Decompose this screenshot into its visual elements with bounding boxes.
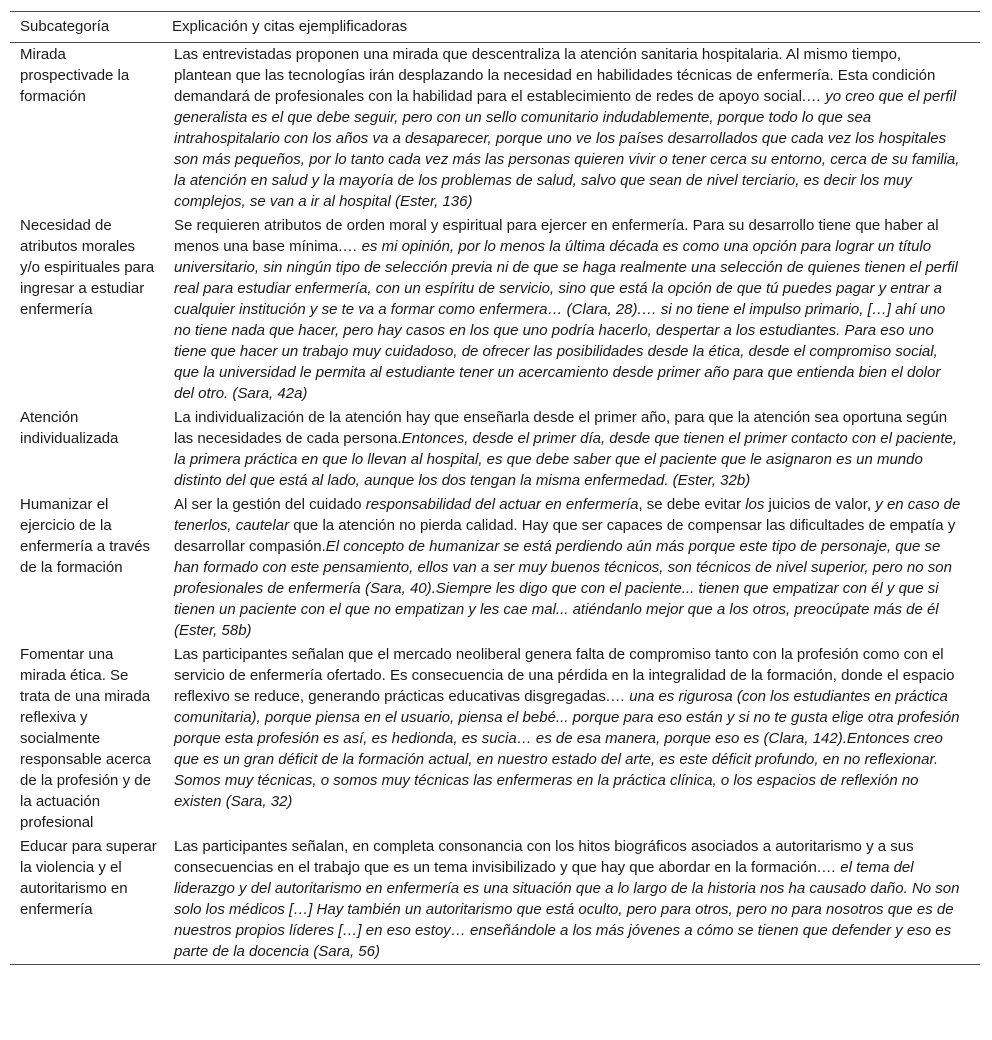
subcategory-cell: Humanizar el ejercicio de la enfermería a través de la formación xyxy=(20,496,151,576)
explanation-text: Las participantes señalan que el mercado neoliberal genera falta de compromiso tanto con la profesión como con el servicio de enfermería ofertado. Es consecuencia de una pérdida en la integralidad de la formación, donde el espacio reflexivo se reduce, generando prácticas educativas disgregadas.… xyxy=(174,646,955,705)
explanation-cell xyxy=(162,43,980,215)
subcategory-cell: Fomentar una mirada ética. Se trata de una mirada reflexiva y socialmente responsable acerca de la profesión y de la actuación profesional xyxy=(20,646,151,831)
explanation-text: , se debe evitar xyxy=(638,496,746,513)
subcategory-cell: Necesidad de atributos morales y/o espirituales para ingresar a estudiar enfermería xyxy=(20,217,155,318)
quote-text: El concepto de humanizar se está perdiendo aún más porque este tipo de personaje, que se han formado con este pensamiento, ellos van a ser muy buenos técnicos, son técnicos de nivel superior, pero no son profesionales de enfermería (Sara, 40).Siempre les digo que con el paciente... tienen que empatizar con él y que si tienen un paciente con el que no empatizan y les cae mal... atiéndanlo mejor que a los otros, preocúpate más de él (Ester, 58b) xyxy=(174,538,952,639)
table-header xyxy=(10,12,980,43)
header-subcategoria: Subcategoría xyxy=(20,18,110,35)
explanation-text: Al ser la gestión del cuidado xyxy=(174,496,366,513)
table-body xyxy=(10,43,980,965)
subcategory-cell: Educar para superar la violencia y el autoritarismo en enfermería xyxy=(20,838,157,918)
quote-text: responsabilidad del actuar en enfermería xyxy=(365,496,639,513)
table-row xyxy=(10,493,980,643)
table-row xyxy=(10,214,980,406)
header-explicacion: Explicación y citas ejemplificadoras xyxy=(172,18,408,35)
header-row xyxy=(10,12,980,43)
subcategory-table xyxy=(10,11,980,965)
quote-text: los xyxy=(745,496,765,513)
explanation-text: Se requieren atributos de orden moral y espiritual para ejercer en enfermería. Para su desarrollo tiene que haber al menos una base mínima.… xyxy=(174,217,939,255)
explanation-text: La individualización de la atención hay que enseñarla desde el primer año, para que la atención sea oportuna según las necesidades de cada persona. xyxy=(174,409,948,447)
quote-text: y en caso de tenerlos, cautelar xyxy=(174,496,961,534)
quote-text: yo creo que el perfil generalista es el que debe seguir, pero con un sello comunitario indudablemente, porque todo lo que sea intrahospitalario con los años va a desaparecer, porque uno ve los países desarrollados que cada vez los hospitales son más pequeños, por lo tanto cada vez más las personas quieren vivir o tener cerca su entorno, cerca de su familia, la atención en salud y la mayoría de los problemas de salud, salvo que sean de nivel terciario, es decir los muy complejos, se van a ir al hospital (Ester, 136) xyxy=(174,88,960,210)
subcategory-table-container xyxy=(10,11,980,965)
explanation-cell xyxy=(162,214,980,406)
quote-text: una es rigurosa (con los estudiantes en práctica comunitaria), porque piensa en el usuario, piensa el bebé... porque para eso están y si no te gusta elige otra profesión porque esta profesión es así, es hedionda, es sucia… es de esa manera, porque eso es (Clara, 142).Entonces creo que es un gran déficit de la formación actual, en nuestro estado del arte, es este déficit profundo, en no reflexionar. Somos muy técnicas, o somos muy técnicas las enfermeras en la práctica clínica, o los espacios de reflexión no existen (Sara, 32) xyxy=(174,688,960,810)
subcategory-cell: Atención individualizada xyxy=(20,409,119,447)
explanation-text: Las entrevistadas proponen una mirada que descentraliza la atención sanitaria hospitalaria. Al mismo tiempo, plantean que las tecnologías irán desplazando la necesidad en habilidades técnicas de enfermería. Esta condición demandará de profesionales con la habilidad para el establecimiento de redes de apoyo social.… xyxy=(174,46,936,105)
explanation-text: juicios de valor, xyxy=(764,496,876,513)
table-row xyxy=(10,43,980,215)
table-row xyxy=(10,643,980,835)
explanation-text: que la atención no pierda calidad. Hay que ser capaces de compensar las dificultades de empatía y desarrollar compasión. xyxy=(174,517,956,555)
quote-text: Entonces, desde el primer día, desde que tienen el primer contacto con el paciente, la primera práctica en que lo llevan al hospital, es que debe saber que el paciente que le asignaron es un mundo distinto del que está al lado, aunque los dos tengan la misma enfermedad. (Ester, 32b) xyxy=(174,430,958,489)
quote-text: es mi opinión, por lo menos la última década es como una opción para lograr un título universitario, sin ningún tipo de selección previa ni de que se haga realmente una selección de quienes tienen el perfil real para estudiar enfermería, con un espíritu de servicio, sino que está la opción de que tú puedes pagar y entrar a cualquier institución y se te va a formar como enfermera… (Clara, 28).… si no tiene el impulso primario, […] ahí uno no tiene nada que hacer, pero hay casos en los que uno podría hacerlo, despertar a los estudiantes. Para eso uno tiene que hacer un trabajo muy cuidadoso, de ofrecer las posibilidades desde la ética, desde el compromiso social, que la universidad le permita al estudiante tener un acercamiento desde primer año para que entienda bien el dolor del otro. (Sara, 42a) xyxy=(174,238,958,402)
explanation-cell xyxy=(162,406,980,493)
explanation-cell xyxy=(162,835,980,965)
subcategory-cell: Mirada prospectivade la formación xyxy=(20,46,130,105)
explanation-cell xyxy=(162,493,980,643)
explanation-cell xyxy=(162,643,980,835)
quote-text: el tema del liderazgo y del autoritarismo en enfermería es una situación que a lo largo de la historia nos ha causado daño. No son solo los médicos […] Hay también un autoritarismo que está oculto, pero para otros, pero no para nosotros que es de nuestros propios líderes […] en eso estoy… enseñándole a los más jóvenes a cómo se tienen que defender y eso es parte de la docencia (Sara, 56) xyxy=(174,859,960,960)
table-row xyxy=(10,406,980,493)
table-row xyxy=(10,835,980,965)
explanation-text: Las participantes señalan, en completa consonancia con los hitos biográficos asociados a autoritarismo y a sus consecuencias en el trabajo que es un tema invisibilizado y que hay que abordar en la formación.… xyxy=(174,838,914,876)
